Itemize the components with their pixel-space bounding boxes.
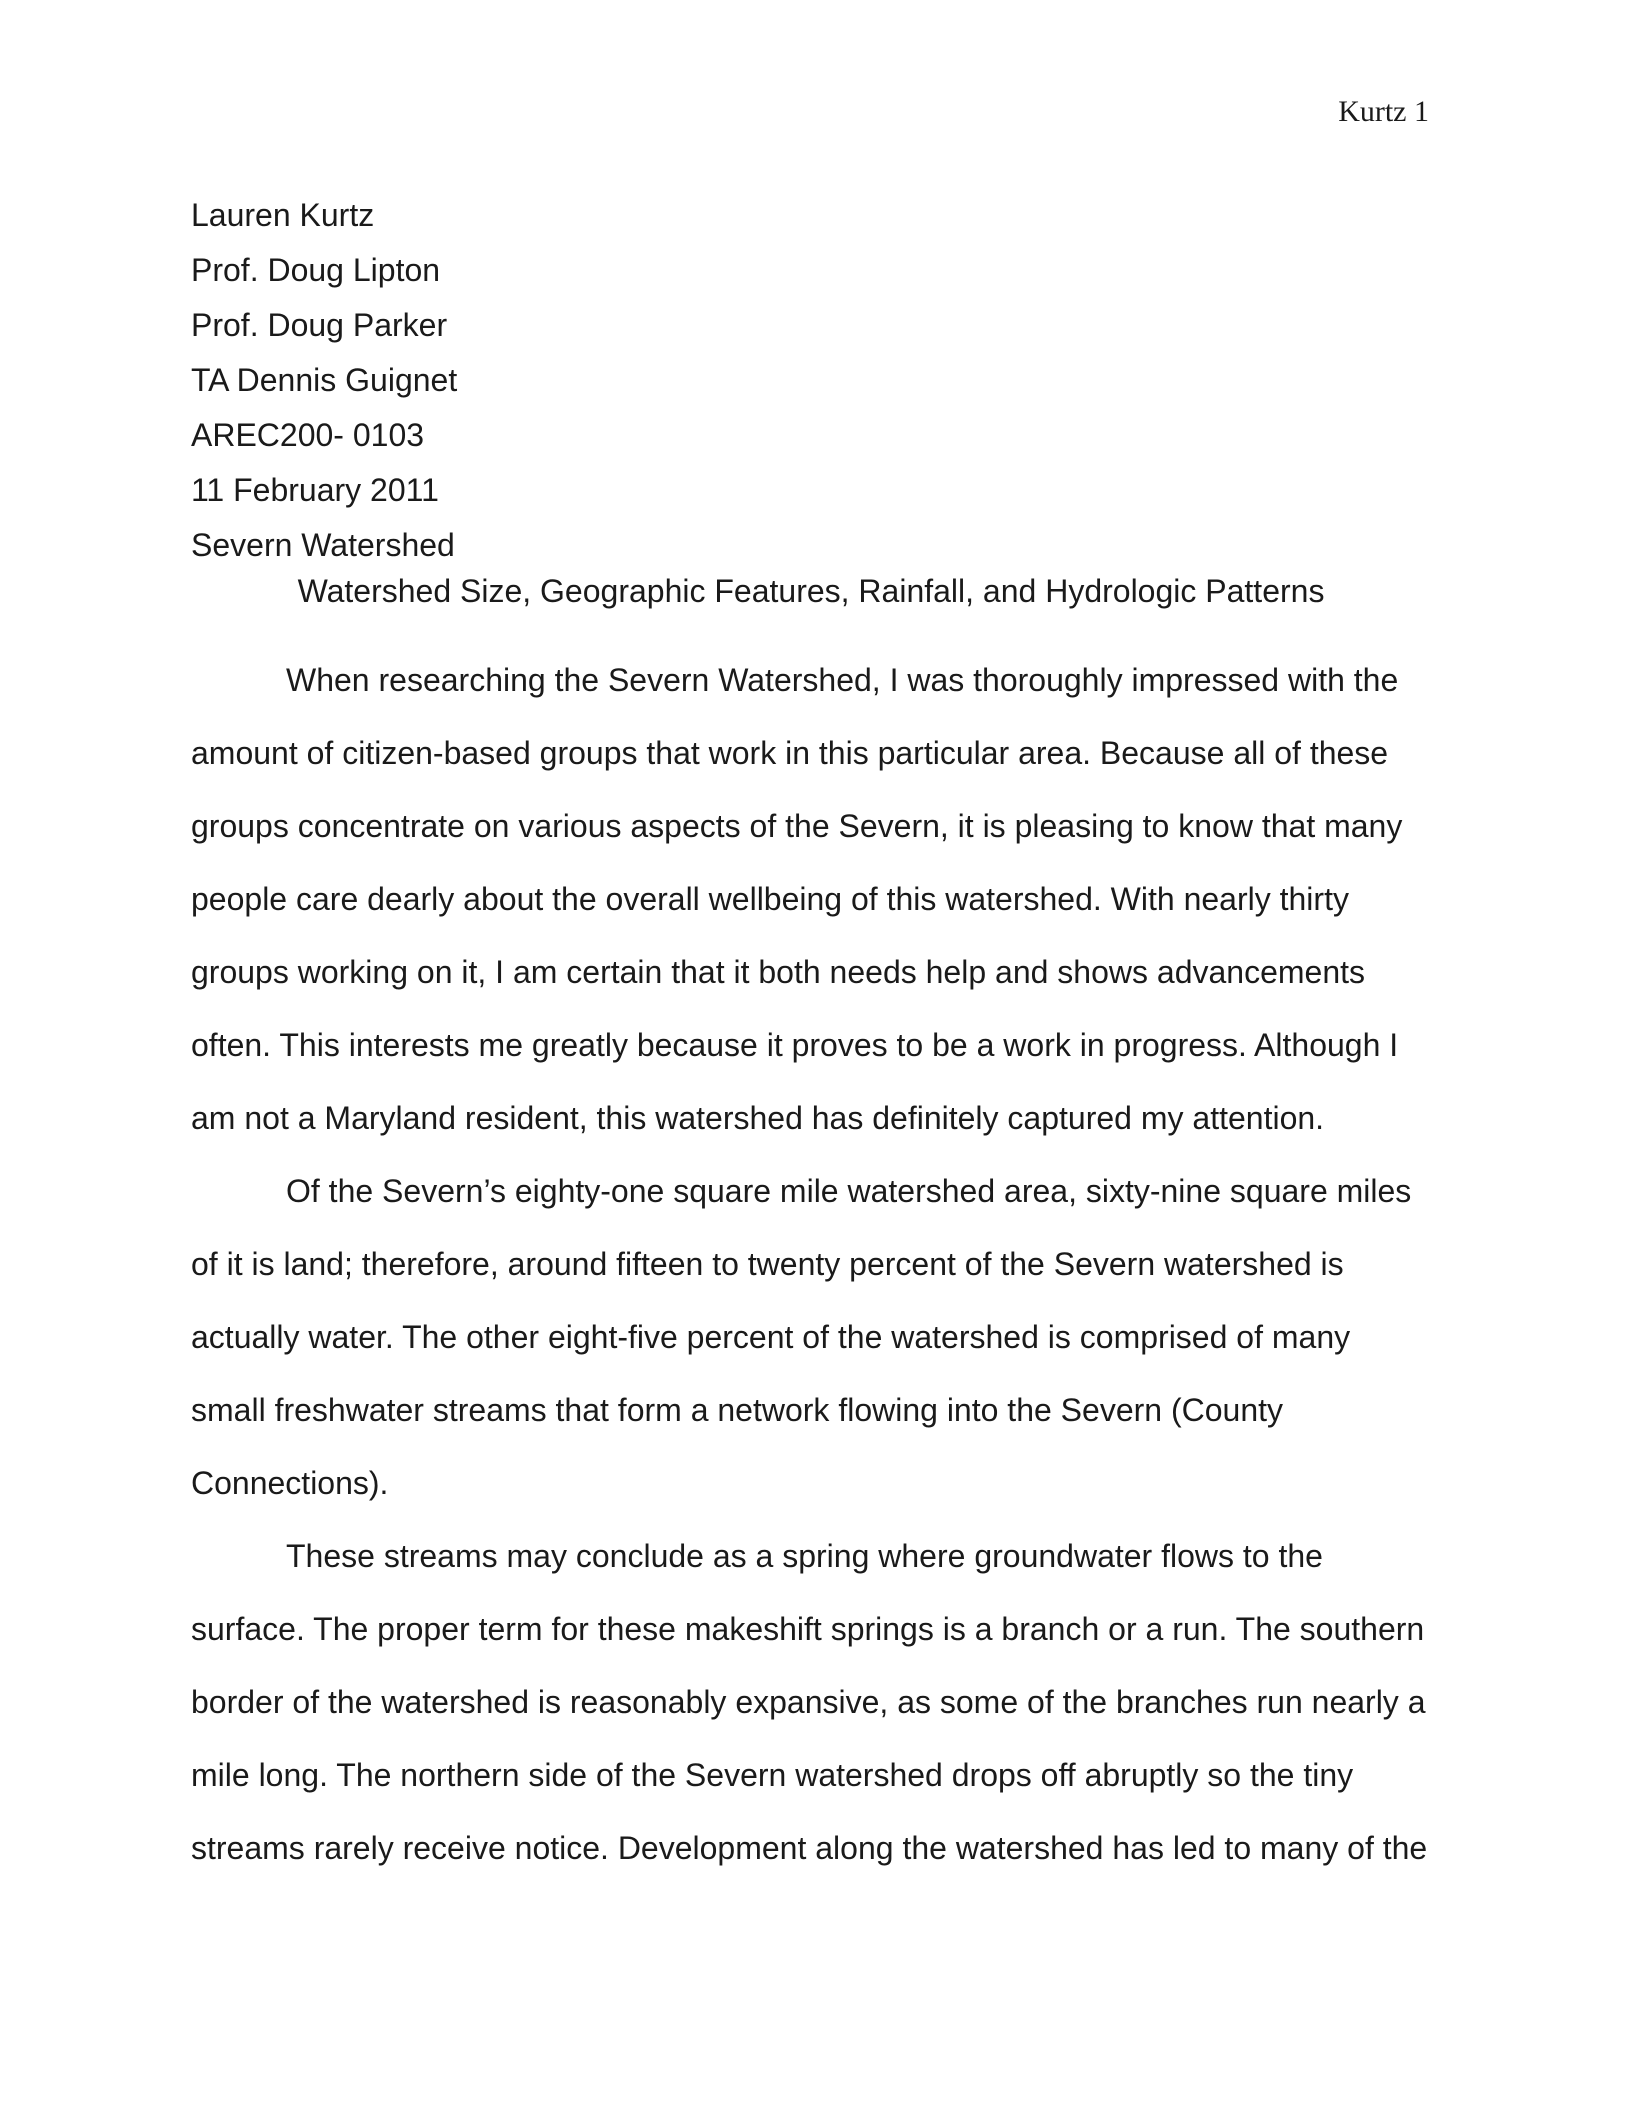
page-number-header: Kurtz 1: [1338, 95, 1429, 128]
body-line: small freshwater streams that form a network flowing into the Severn (County: [191, 1392, 1283, 1428]
instructor-name: Prof. Doug Lipton: [191, 252, 441, 288]
body-line: When researching the Severn Watershed, I was thoroughly impressed with the: [286, 662, 1399, 698]
topic-line: Severn Watershed: [191, 527, 455, 563]
author-name: Lauren Kurtz: [191, 197, 375, 233]
instructor-name: Prof. Doug Parker: [191, 307, 448, 343]
essay-title: Watershed Size, Geographic Features, Rainfall, and Hydrologic Patterns: [297, 573, 1325, 609]
body-line: of it is land; therefore, around fifteen to twenty percent of the Severn watershed is: [191, 1246, 1344, 1282]
body-line: These streams may conclude as a spring where groundwater flows to the: [286, 1538, 1323, 1574]
body-line: streams rarely receive notice. Development along the watershed has led to many of the: [191, 1830, 1428, 1866]
body-line: surface. The proper term for these makeshift springs is a branch or a run. The southern: [191, 1611, 1425, 1647]
body-line: am not a Maryland resident, this watershed has definitely captured my attention.: [191, 1100, 1325, 1136]
body-line: border of the watershed is reasonably expansive, as some of the branches run nearly a: [191, 1684, 1426, 1720]
body-line: groups working on it, I am certain that it both needs help and shows advancements: [191, 954, 1366, 990]
body-line: mile long. The northern side of the Severn watershed drops off abruptly so the tiny: [191, 1757, 1354, 1793]
body-line: often. This interests me greatly because it proves to be a work in progress. Although I: [191, 1027, 1399, 1063]
date: 11 February 2011: [191, 472, 439, 508]
essay-body: [191, 644, 1431, 1885]
body-line: people care dearly about the overall wellbeing of this watershed. With nearly thirty: [191, 881, 1349, 917]
course-code: AREC200- 0103: [191, 417, 425, 453]
body-line: actually water. The other eight-five percent of the watershed is comprised of many: [191, 1319, 1351, 1355]
body-line: amount of citizen-based groups that work in this particular area. Because all of these: [191, 735, 1389, 771]
body-line: Connections).: [191, 1465, 389, 1501]
body-line: groups concentrate on various aspects of the Severn, it is pleasing to know that many: [191, 808, 1403, 844]
mla-heading: [191, 188, 457, 573]
ta-name: TA Dennis Guignet: [191, 362, 458, 398]
body-line: Of the Severn’s eighty-one square mile watershed area, sixty-nine square miles: [286, 1173, 1412, 1209]
